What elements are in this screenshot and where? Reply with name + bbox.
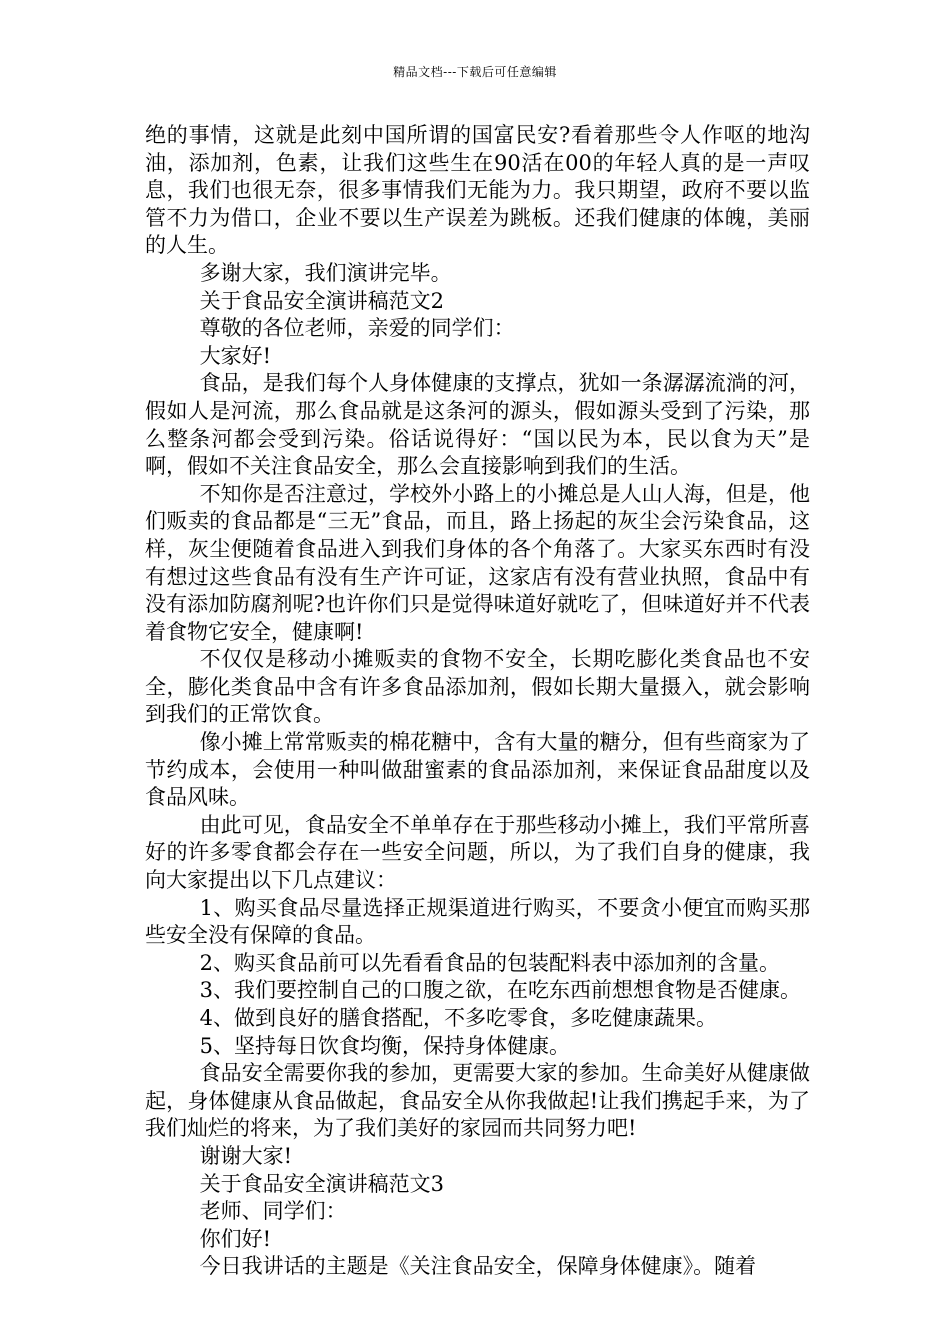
list-item: 2、购买食品前可以先看看食品的包装配料表中添加剂的含量。 (199, 950, 780, 975)
paragraph: 食品安全需要你我的参加，更需要大家的参加。生命美好从健康做起，身体健康从食品做起，食品安全从你我做起!让我们携起手来，为了我们灿烂的将来，为了我们美好的家园而共同努力吧! (145, 1061, 810, 1141)
paragraph: 不仅仅是移动小摊贩卖的食物不安全，长期吃膨化类食品也不安全，膨化类食品中含有许多食品添加剂，假如长期大量摄入，就会影响到我们的正常饮食。 (145, 647, 810, 727)
list-item: 1、购买食品尽量选择正规渠道进行购买，不要贪小便宜而购买那些安全没有保障的食品。 (145, 895, 810, 948)
salutation: 尊敬的各位老师，亲爱的同学们： (199, 316, 515, 341)
paragraph: 绝的事情，这就是此刻中国所谓的国富民安?看着那些令人作呕的地沟油，添加剂，色素，让我们这些生在90活在00的年轻人真的是一声叹息，我们也很无奈，很多事情我们无能为力。我只期望，政府不要以监管不力为借口，企业不要以生产误差为跳板。还我们健康的体魄，美丽的人生。 (145, 123, 810, 258)
paragraph: 食品，是我们每个人身体健康的支撑点，犹如一条潺潺流淌的河，假如人是河流，那么食品就是这条河的源头，假如源头受到了污染，那么整条河都会受到污染。俗话说得好：“国以民为本，民以食为天”是啊，假如不关注食品安全，那么会直接影响到我们的生活。 (145, 371, 810, 479)
page-header: 精品文档---下载后可任意编辑 (393, 65, 557, 79)
salutation: 老师、同学们： (199, 1199, 347, 1224)
greeting: 你们好! (199, 1226, 272, 1251)
list-item: 3、我们要控制自己的口腹之欲，在吃东西前想想食物是否健康。 (199, 978, 801, 1003)
paragraph: 像小摊上常常贩卖的棉花糖中，含有大量的糖分，但有些商家为了节约成本，会使用一种叫做甜蜜素的食品添加剂，来保证食品甜度以及食品风味。 (145, 730, 810, 810)
paragraph: 多谢大家，我们演讲完毕。 (199, 260, 452, 285)
section-title: 关于食品安全演讲稿范文2 (199, 288, 444, 313)
list-item: 4、做到良好的膳食搭配，不多吃零食，多吃健康蔬果。 (199, 1006, 717, 1030)
closing: 谢谢大家! (199, 1143, 293, 1168)
section-title: 关于食品安全演讲稿范文3 (199, 1171, 444, 1196)
document-body (145, 122, 810, 1281)
paragraph: 不知你是否注意过，学校外小路上的小摊总是人山人海，但是，他们贩卖的食品都是“三无”食品，而且，路上扬起的灰尘会污染食品，这样，灰尘便随着食品进入到我们身体的各个角落了。大家买东西时有没有想过这些食品有没有生产许可证，这家店有没有营业执照，食品中有没有添加防腐剂呢?也许你们只是觉得味道好就吃了，但味道好并不代表着食物它安全，健康啊! (145, 481, 810, 644)
paragraph: 由此可见，食品安全不单单存在于那些移动小摊上，我们平常所喜好的许多零食都会存在一些安全问题，所以，为了我们自身的健康，我向大家提出以下几点建议： (145, 812, 810, 893)
paragraph: 今日我讲话的主题是《关注食品安全，保障身体健康》。随着 (199, 1254, 757, 1279)
list-item: 5、坚持每日饮食均衡，保持身体健康。 (199, 1033, 570, 1058)
greeting: 大家好! (199, 343, 272, 368)
